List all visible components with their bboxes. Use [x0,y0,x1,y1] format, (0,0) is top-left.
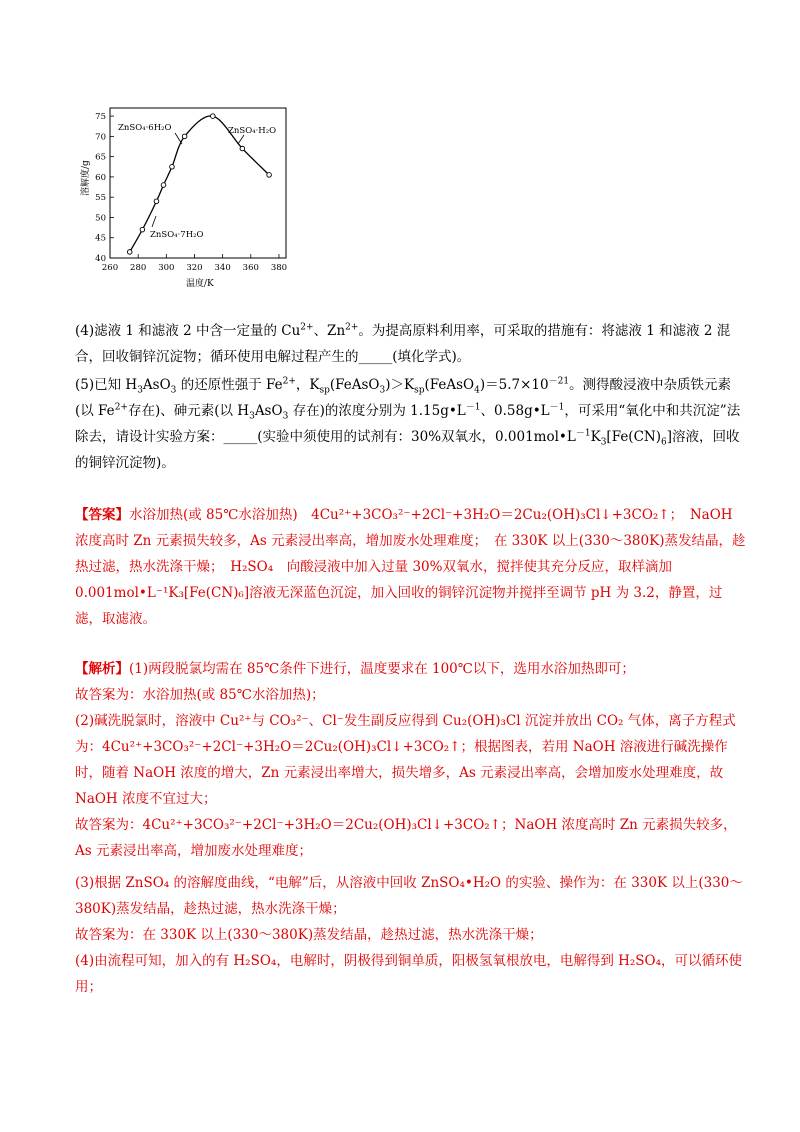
answer-section [75,502,747,632]
y-tick-label: 70 [95,132,106,143]
y-tick-label: 40 [95,254,106,264]
answer-tag: 【答案】 [75,507,129,523]
annotation-6h2o: ZnSO₄·6H₂O [118,123,172,133]
analysis-line-3: (2)碱洗脱氯时，溶液中 Cu²⁺与 CO₃²⁻、Cl⁻发生副反应得到 Cu₂(OH)₃Cl 沉淀并放出 CO₂ 气体，离子方程式为：4Cu²⁺+3CO₃²⁻+2Cl⁻+3H₂O＝2Cu₂(OH)₃Cl↓+3CO₂↑；根据图表，若用 NaOH 溶液进行碱洗操作时，随着 NaOH 浓度的增大，Zn 元素浸出率增大，损失增多，As 元素浸出率高，会增加废水处理难度，故 NaOH 浓度不宜过大； [75,713,736,807]
annotation-leader-7h2o [152,216,156,227]
data-point [127,250,132,255]
analysis-line-1: 【解析】(1)两段脱氯均需在 85℃条件下进行，温度要求在 100℃以下，选用水浴加热即可； [75,661,635,677]
solubility-chart [68,100,308,300]
y-axis-label: 溶解度/g [81,160,91,196]
annotation-leader-6h2o [175,133,182,144]
annotation-7h2o: ZnSO₄·7H₂O [150,230,204,240]
y-tick-label: 55 [95,193,106,204]
analysis-section [75,656,747,1000]
analysis-tag: 【解析】 [75,661,129,677]
data-point [182,134,187,139]
answer-text: 水浴加热(或 85℃水浴加热) 4Cu²⁺+3CO₃²⁻+2Cl⁻+3H₂O＝2Cu₂(OH)₃Cl↓+3CO₂↑； NaOH 浓度高时 Zn 元素损失较多，As 元素浸出率高，增加废水处理难度； 在 330K 以上(330～380K)蒸发结晶，趁热过滤，热水洗涤干燥； H₂SO₄ 向酸浸液中加入过量 30%双氧水，搅拌使其充分反应，取样滴加 0.001mol•L⁻¹K₃[Fe(CN)₆]溶液无深蓝色沉淀，加入回收的铜锌沉淀物并搅拌至调节 pH 为 3.2，静置，过滤，取滤液。 [75,507,746,627]
y-tick-label: 75 [95,112,106,123]
x-tick-label: 380 [270,263,288,273]
chart-svg [68,100,308,300]
x-tick-label: 340 [214,263,231,273]
data-point [140,227,145,232]
x-tick-label: 300 [158,263,175,273]
question-5: (5)已知 $H_3AsO_3$ 的还原性强于 $Fe^{2+}$，$K_{sp}(FeAsO_3)>K_{sp}(FeAsO_4)=5.7\times 10^{-21}$。测得酸浸液中杂质铁元素(以 $Fe^{2+}$存在)、砷元素(以 $H_3AsO_3$ 存在)的浓度分别为 $1.15g•L^{-1}$、$0.58g•L^{-1}$，可采用“氧化中和共沉淀”法除去，请设计实验方案：_____(实验中须使用的试剂有：30%双氧水，$0.001mol•L^{-1}K_3[Fe(CN)_6]$溶液，回收的铜锌沉淀物)。 [75,376,741,471]
x-tick-label: 260 [101,263,119,273]
x-tick-label: 280 [130,263,147,273]
question-4: (4)滤液 1 和滤液 2 中含一定量的 $Cu^{2+}$、$Zn^{2+}$。为提高原料利用率，可采取的措施有：将滤液 1 和滤液 2 混合，回收铜锌沉淀物；循环使用电解过程产生的_____(填化学式)。 [75,322,731,365]
data-point [170,164,175,169]
data-point [161,183,166,188]
data-point [240,146,245,151]
data-point [154,199,159,204]
x-tick-label: 360 [242,263,259,273]
y-tick-label: 65 [95,152,106,163]
y-tick-label: 50 [95,213,106,224]
annotation-leader-h2o [238,135,244,144]
data-point [210,114,215,119]
analysis-line-2: 故答案为：水浴加热(或 85℃水浴加热)； [75,687,325,703]
y-tick-label: 45 [95,233,106,244]
y-tick-label: 60 [95,172,106,183]
annotation-h2o: ZnSO₄·H₂O [228,126,277,136]
analysis-line-4: 故答案为：4Cu²⁺+3CO₃²⁻+2Cl⁻+3H₂O＝2Cu₂(OH)₃Cl↓+3CO₂↑；NaOH 浓度高时 Zn 元素损失较多，As 元素浸出率高，增加废水处理难度； [75,817,737,859]
analysis-line-5: (3)根据 ZnSO₄ 的溶解度曲线，“电解”后，从溶液中回收 ZnSO₄•H₂O 的实验、操作为：在 330K 以上(330～380K)蒸发结晶，趁热过滤，热水洗涤干燥； [75,875,743,917]
x-tick-label: 320 [186,263,203,273]
analysis-line-7: (4)由流程可知，加入的有 H₂SO₄，电解时，阴极得到铜单质，阳极氢氧根放电，电解得到 H₂SO₄，可以循环使用； [75,953,743,995]
x-axis-label: 温度/K [186,279,214,289]
data-point [267,173,272,178]
analysis-line-6: 故答案为：在 330K 以上(330～380K)蒸发结晶，趁热过滤，热水洗涤干燥； [75,927,543,943]
